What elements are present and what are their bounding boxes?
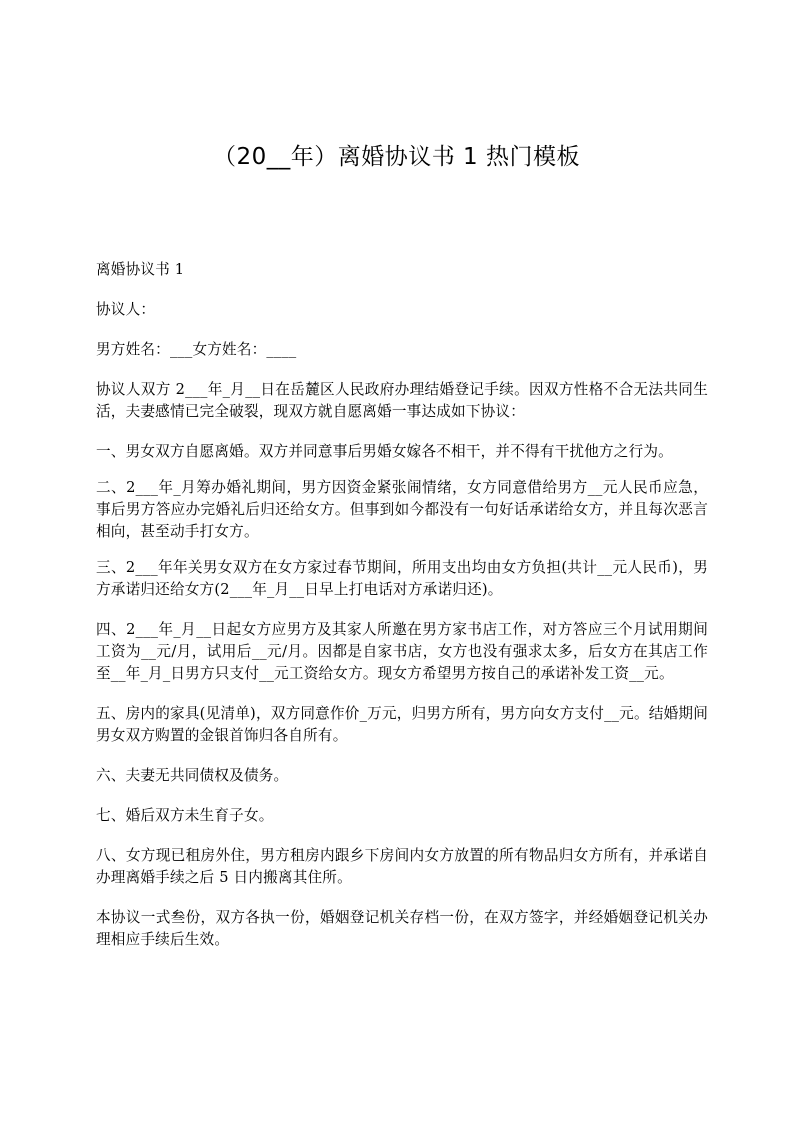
document-body bbox=[96, 259, 708, 951]
clause-8: 八、女方现已租房外住，男方租房内跟乡下房间内女方放置的所有物品归女方所有，并承诺自办理离婚手续之后 5 日内搬离其住所。 bbox=[96, 847, 708, 886]
clause-5: 五、房内的家具(见清单)，双方同意作价_万元，归男方所有，男方向女方支付__元。结婚期间男女双方购置的金银首饰归各自所有。 bbox=[96, 705, 708, 744]
closing-paragraph: 本协议一式叁份，双方各执一份，婚姻登记机关存档一份，在双方签字，并经婚姻登记机关办理相应手续后生效。 bbox=[96, 909, 708, 948]
clause-6: 六、夫妻无共同债权及债务。 bbox=[96, 767, 289, 784]
parties-label: 协议人： bbox=[96, 301, 156, 318]
clause-7: 七、婚后双方未生育子女。 bbox=[96, 807, 274, 824]
section-heading: 离婚协议书 1 bbox=[96, 261, 185, 278]
clause-3: 三、2___年年关男女双方在女方家过春节期间，所用支出均由女方负担(共计__元人民币)，男方承诺归还给女方(2___年_月__日早上打电话对方承诺归还)。 bbox=[96, 559, 708, 598]
clause-1: 一、男女双方自愿离婚。双方并同意事后男婚女嫁各不相干，并不得有干扰他方之行为。 bbox=[96, 443, 673, 460]
preamble-paragraph: 协议人双方 2___年_月__日在岳麓区人民政府办理结婚登记手续。因双方性格不合无法共同生活，夫妻感情已完全破裂，现双方就自愿离婚一事达成如下协议： bbox=[96, 381, 708, 420]
clause-4: 四、2___年_月__日起女方应男方及其家人所邀在男方家书店工作，对方答应三个月试用期间工资为__元/月，试用后__元/月。因都是自家书店，女方也没有强求太多，后女方在其店工作至__年_月_日男方只支付__元工资给女方。现女方希望男方按自己的承诺补发工资__元。 bbox=[96, 621, 708, 682]
party-names: 男方姓名：___女方姓名：____ bbox=[96, 341, 297, 358]
document-title: （20__年）离婚协议书 1 热门模板 bbox=[212, 144, 581, 170]
clause-2: 二、2___年_月筹办婚礼期间，男方因资金紧张闹情绪，女方同意借给男方__元人民币应急，事后男方答应办完婚礼后归还给女方。但事到如今都没有一句好话承诺给女方，并且每次恶言相向，甚至动手打女方。 bbox=[96, 479, 708, 540]
